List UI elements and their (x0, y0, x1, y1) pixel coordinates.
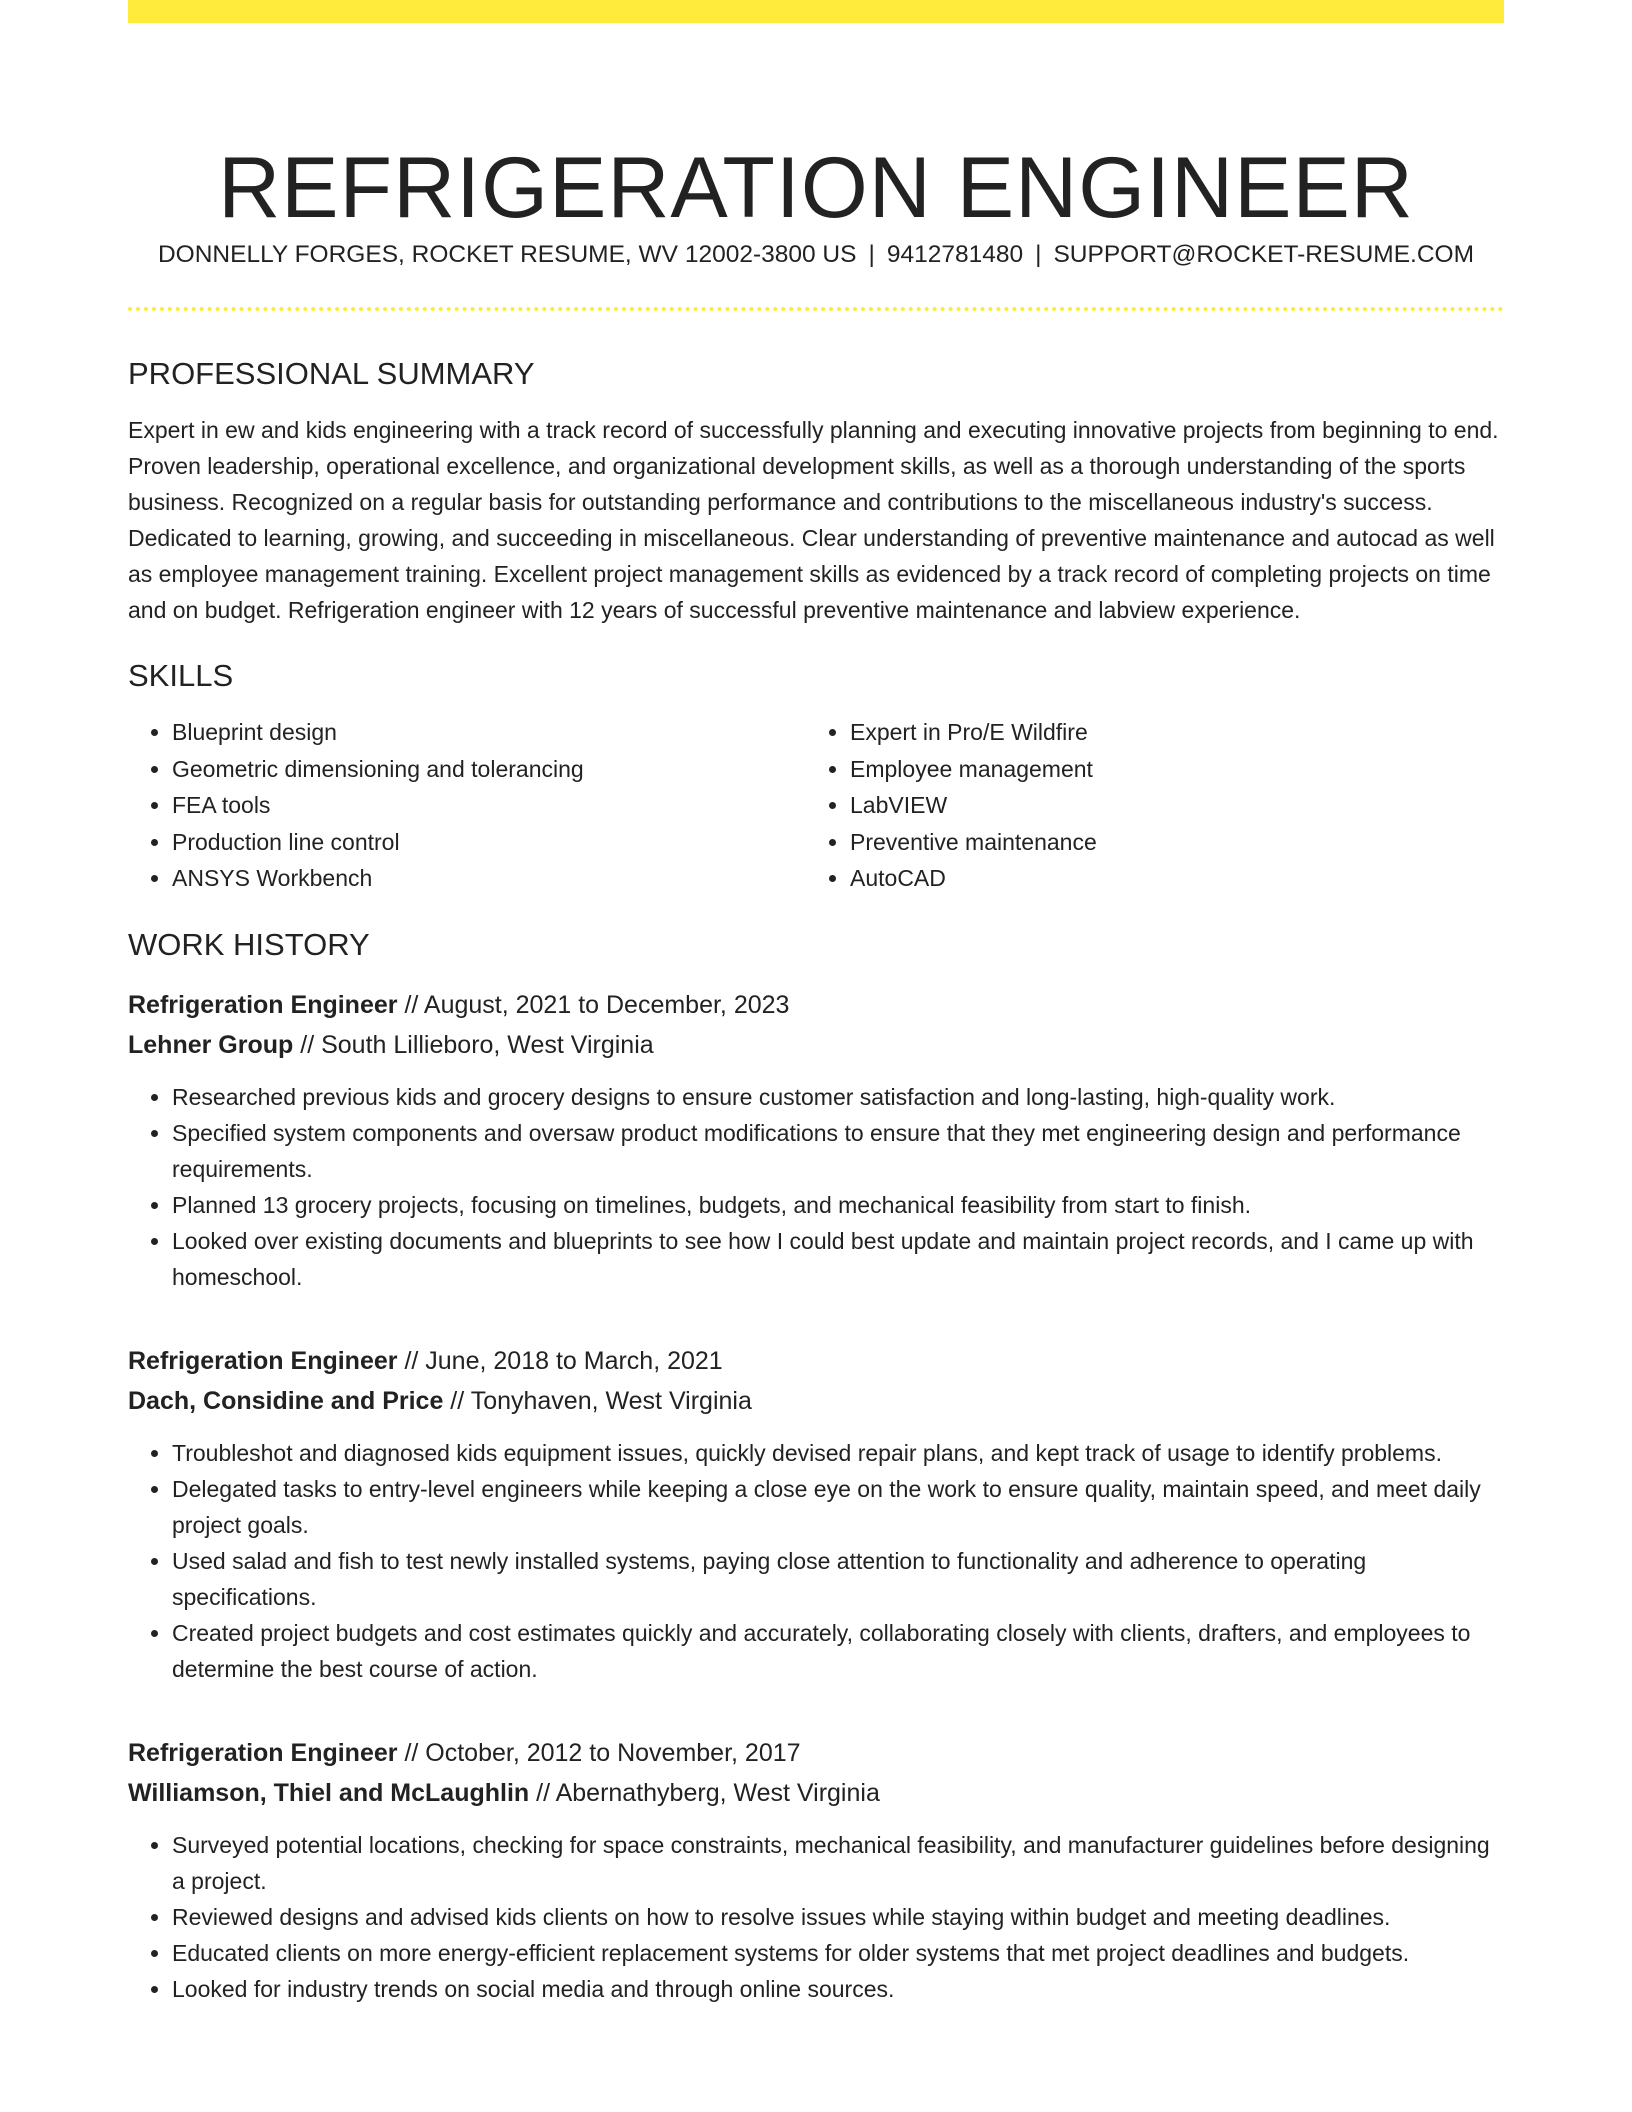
job-entry (128, 985, 1504, 1295)
job-title-line (128, 1733, 1504, 1773)
job-location: // Abernathyberg, West Virginia (529, 1778, 880, 1807)
top-accent-bar (128, 0, 1504, 23)
job-role: Refrigeration Engineer (128, 1346, 398, 1375)
skill-item: • Production line control (172, 824, 806, 861)
skill-item: • Preventive maintenance (850, 824, 1484, 861)
job-dates: // October, 2012 to November, 2017 (397, 1738, 801, 1767)
contact-address: DONNELLY FORGES, ROCKET RESUME, WV 12002-3800 US (157, 241, 857, 268)
job-role: Refrigeration Engineer (128, 990, 398, 1019)
job-location: // Tonyhaven, West Virginia (443, 1386, 752, 1415)
job-company-line (128, 1773, 1504, 1813)
skill-item: • Geometric dimensioning and tolerancing (172, 751, 806, 788)
job-entry (128, 1733, 1504, 2007)
job-bullet: • Educated clients on more energy-efficient replacement systems for older systems that met project deadlines and budgets. (172, 1935, 1504, 1971)
job-bullets (128, 1827, 1504, 2007)
job-role: Refrigeration Engineer (128, 1738, 398, 1767)
job-bullet: • Looked over existing documents and blueprints to see how I could best update and maintain project records, and I came up with homeschool. (172, 1223, 1504, 1295)
skill-item: • ANSYS Workbench (172, 860, 806, 897)
contact-line (128, 238, 1504, 272)
contact-separator: | (868, 241, 875, 268)
summary-text: Expert in ew and kids engineering with a track record of successfully planning and executing innovative projects from beginning to end. Proven leadership, operational excellence, and organizational development skills, as well as a thorough understanding of the sports business. Recognized on a regular basis for outstanding performance and contributions to the miscellaneous industry's success. Dedicated to learning, growing, and succeeding in miscellaneous. Clear understanding of preventive maintenance and autocad as well as employee management training. Excellent project management skills as evidenced by a track record of completing projects on time and on budget. Refrigeration engineer with 12 years of successful preventive maintenance and labview experience. (128, 417, 1499, 623)
dotted-divider (128, 307, 1504, 311)
job-bullet: • Researched previous kids and grocery designs to ensure customer satisfaction and long-lasting, high-quality work. (172, 1079, 1504, 1115)
job-bullet: • Surveyed potential locations, checking for space constraints, mechanical feasibility, and manufacturer guidelines before designing a project. (172, 1827, 1504, 1899)
skill-item: • Blueprint design (172, 714, 806, 751)
job-entry (128, 1341, 1504, 1687)
skill-item: • FEA tools (172, 787, 806, 824)
job-bullet: • Created project budgets and cost estimates quickly and accurately, collaborating closely with clients, drafters, and employees to determine the best course of action. (172, 1615, 1504, 1687)
job-bullet: • Used salad and fish to test newly installed systems, paying close attention to functionality and adherence to operating specifications. (172, 1543, 1504, 1615)
job-bullet: • Planned 13 grocery projects, focusing on timelines, budgets, and mechanical feasibility from start to finish. (172, 1187, 1504, 1223)
contact-separator: | (1035, 241, 1042, 268)
job-company: Lehner Group (128, 1030, 294, 1059)
job-dates: // August, 2021 to December, 2023 (397, 990, 790, 1019)
job-bullet: • Reviewed designs and advised kids clients on how to resolve issues while staying within budget and meeting deadlines. (172, 1899, 1504, 1935)
job-title-line (128, 985, 1504, 1025)
skills-column-2 (806, 714, 1484, 897)
skills-column-1 (128, 714, 806, 897)
job-title-line (128, 1341, 1504, 1381)
job-company-line (128, 1381, 1504, 1421)
skill-item: • Employee management (850, 751, 1484, 788)
job-company-line (128, 1025, 1504, 1065)
skills-heading: SKILLS (128, 658, 234, 693)
skill-item: • Expert in Pro/E Wildfire (850, 714, 1484, 751)
job-bullet: • Delegated tasks to entry-level engineers while keeping a close eye on the work to ensure quality, maintain speed, and meet daily project goals. (172, 1471, 1504, 1543)
job-company: Dach, Considine and Price (128, 1386, 444, 1415)
job-bullet: • Specified system components and oversaw product modifications to ensure that they met engineering design and performance requirements. (172, 1115, 1504, 1187)
contact-email: SUPPORT@ROCKET-RESUME.COM (1053, 241, 1475, 268)
skill-item: • LabVIEW (850, 787, 1484, 824)
job-bullet: • Looked for industry trends on social media and through online sources. (172, 1971, 1504, 2007)
job-bullets (128, 1079, 1504, 1295)
job-company: Williamson, Thiel and McLaughlin (128, 1778, 530, 1807)
skill-item: • AutoCAD (850, 860, 1484, 897)
summary-heading: PROFESSIONAL SUMMARY (128, 356, 535, 391)
skills-list (128, 714, 1504, 897)
job-bullet: • Troubleshot and diagnosed kids equipment issues, quickly devised repair plans, and kept track of usage to identify problems. (172, 1435, 1504, 1471)
job-location: // South Lillieboro, West Virginia (293, 1030, 654, 1059)
work-history-heading: WORK HISTORY (128, 926, 370, 962)
resume-title: REFRIGERATION ENGINEER (218, 139, 1414, 236)
job-dates: // June, 2018 to March, 2021 (397, 1346, 723, 1375)
resume-content (128, 354, 1504, 2007)
contact-phone: 9412781480 (886, 241, 1024, 268)
job-bullets (128, 1435, 1504, 1687)
